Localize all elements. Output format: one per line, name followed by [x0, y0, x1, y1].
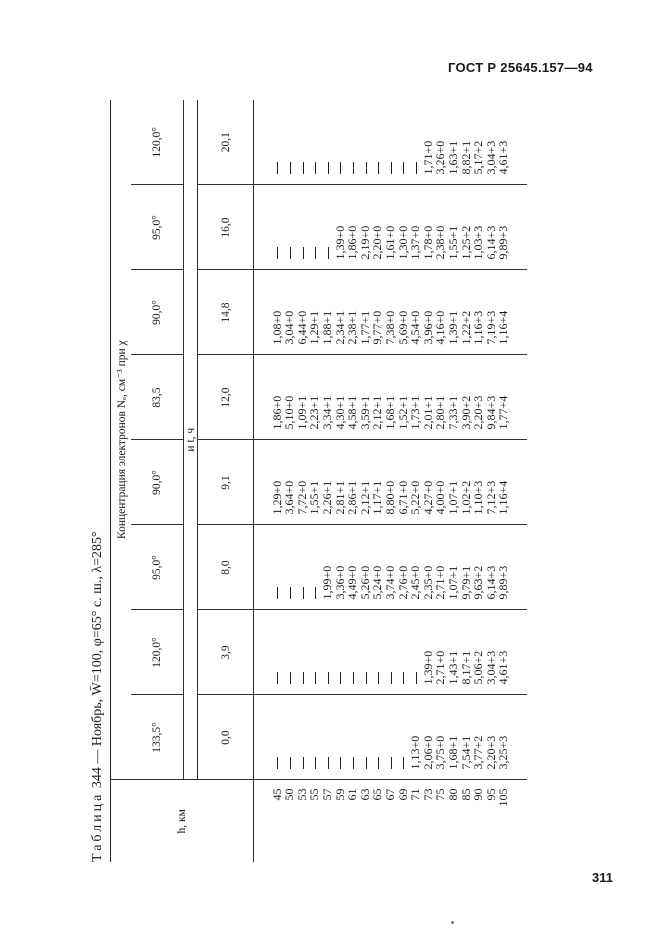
concentration-value: 2,80+1 [433, 395, 448, 430]
concentration-value: 4,49+0 [345, 565, 360, 600]
concentration-value: 1,16+4 [496, 480, 511, 515]
dash-mark [315, 163, 316, 175]
dash-mark [328, 163, 329, 175]
dash-mark [303, 248, 304, 260]
electron-concentration-table [110, 100, 527, 862]
chi-value: 120,0° [150, 126, 163, 158]
no-data-dash [409, 163, 422, 175]
concentration-value: 7,72+0 [294, 480, 309, 515]
no-data-dash [359, 758, 372, 770]
no-data-dash [283, 758, 296, 770]
height-value: 69 [395, 788, 410, 801]
chi-value: 120,0° [150, 637, 163, 668]
concentration-value: 4,16+0 [433, 310, 448, 345]
concentration-value: 4,61+3 [496, 140, 511, 175]
no-data-dash [371, 163, 384, 175]
concentration-value: 1,86+0 [345, 225, 360, 260]
concentration-value: 5,10+0 [282, 395, 297, 430]
concentration-value: 3,25+3 [496, 735, 511, 770]
concentration-value: 2,76+0 [395, 565, 410, 600]
dash-mark [403, 673, 404, 685]
concentration-value: 6,71+0 [395, 480, 410, 515]
dash-mark [277, 588, 278, 600]
concentration-value: 9,63+2 [471, 565, 486, 600]
chi-value: 95,0° [150, 555, 163, 580]
no-data-dash [334, 673, 347, 685]
no-data-dash [308, 758, 321, 770]
chi-header-cell [131, 355, 184, 440]
no-data-dash [296, 163, 309, 175]
concentration-value: 1,55+1 [445, 225, 460, 260]
concentration-value: 3,59+1 [357, 395, 372, 430]
height-value: 90 [471, 788, 486, 801]
dash-mark [340, 758, 341, 770]
h-header-cell [111, 780, 254, 862]
t-header-cell [198, 610, 254, 695]
t-value: 9,1 [219, 475, 232, 490]
concentration-value: 3,26+0 [433, 140, 448, 175]
t-value: 16,0 [219, 217, 232, 238]
concentration-value: 2,19+0 [357, 225, 372, 260]
t-value: 0,0 [219, 730, 232, 745]
concentration-value: 1,55+1 [307, 480, 322, 515]
group-header-label: Концентрация электронов Nₑ, см⁻³ при χ [115, 340, 128, 539]
concentration-value: 1,39+0 [420, 650, 435, 685]
no-data-dash [359, 163, 372, 175]
concentration-value: 3,75+0 [433, 735, 448, 770]
dash-mark [290, 673, 291, 685]
concentration-value: 1,77+1 [357, 310, 372, 345]
dash-mark [315, 248, 316, 260]
dash-mark [366, 163, 367, 175]
concentration-value: 8,17+1 [458, 650, 473, 685]
concentration-value: 1,07+1 [445, 480, 460, 515]
height-value: 50 [282, 788, 297, 801]
concentration-value: 2,12+1 [370, 395, 385, 430]
concentration-value: 3,34+1 [319, 395, 334, 430]
subheader-label: и t, ч [184, 427, 197, 452]
height-value: 57 [319, 788, 334, 801]
concentration-value: 2,71+0 [433, 565, 448, 600]
concentration-value: 6,14+3 [483, 565, 498, 600]
dash-mark [328, 248, 329, 260]
concentration-value: 2,06+0 [420, 735, 435, 770]
t-header-cell [198, 695, 254, 780]
concentration-value: 1,08+0 [269, 310, 284, 345]
concentration-value: 2,81+1 [332, 480, 347, 515]
scan-speck [451, 921, 454, 924]
concentration-value: 2,01+1 [420, 395, 435, 430]
concentration-value: 2,23+1 [307, 395, 322, 430]
concentration-value: 1,52+1 [395, 395, 410, 430]
concentration-value: 5,22+0 [408, 480, 423, 515]
t-value: 8,0 [219, 560, 232, 575]
rotated-table-block [86, 100, 526, 862]
height-value: 65 [370, 788, 385, 801]
dash-mark [290, 248, 291, 260]
concentration-value: 9,79+1 [458, 565, 473, 600]
value-column [254, 525, 527, 610]
dash-mark [366, 673, 367, 685]
height-value: 67 [382, 788, 397, 801]
no-data-dash [397, 163, 410, 175]
t-value: 3,9 [219, 645, 232, 660]
concentration-value: 9,89+3 [496, 565, 511, 600]
height-value: 73 [420, 788, 435, 801]
concentration-value: 7,12+3 [483, 480, 498, 515]
dash-mark [277, 758, 278, 770]
concentration-value: 2,86+1 [345, 480, 360, 515]
concentration-value: 1,29+0 [269, 480, 284, 515]
concentration-value: 3,96+0 [420, 310, 435, 345]
no-data-dash [308, 248, 321, 260]
dash-mark [303, 673, 304, 685]
chi-value: 133,5° [150, 722, 163, 753]
height-value: 71 [408, 788, 423, 801]
dash-mark [340, 163, 341, 175]
no-data-dash [321, 163, 334, 175]
value-column [254, 610, 527, 695]
concentration-value: 1,77+4 [496, 395, 511, 430]
concentration-value: 7,19+3 [483, 310, 498, 345]
concentration-value: 3,64+0 [282, 480, 297, 515]
concentration-value: 1,07+1 [445, 565, 460, 600]
concentration-value: 9,89+3 [496, 225, 511, 260]
concentration-value: 4,00+0 [433, 480, 448, 515]
concentration-value: 1,22+2 [458, 310, 473, 345]
chi-header-cell [131, 185, 184, 270]
concentration-value: 2,20+3 [483, 735, 498, 770]
no-data-dash [346, 673, 359, 685]
concentration-value: 3,36+0 [332, 565, 347, 600]
concentration-value: 4,54+0 [408, 310, 423, 345]
dash-mark [391, 673, 392, 685]
concentration-value: 2,45+0 [408, 565, 423, 600]
value-column [254, 355, 527, 440]
concentration-value: 4,58+1 [345, 395, 360, 430]
t-header-cell [198, 185, 254, 270]
no-data-dash [371, 673, 384, 685]
dash-mark [315, 673, 316, 685]
concentration-value: 1,25+2 [458, 225, 473, 260]
concentration-value: 5,17+2 [471, 140, 486, 175]
table-caption [86, 100, 110, 862]
concentration-value: 2,12+1 [357, 480, 372, 515]
t-header-cell [198, 440, 254, 525]
concentration-value: 7,33+1 [445, 395, 460, 430]
concentration-value: 1,71+0 [420, 140, 435, 175]
t-header-cell [198, 100, 254, 185]
dash-mark [391, 758, 392, 770]
concentration-value: 1,78+0 [420, 225, 435, 260]
value-column [254, 270, 527, 355]
chi-header-cell [131, 440, 184, 525]
no-data-dash [283, 248, 296, 260]
concentration-value: 1,43+1 [445, 650, 460, 685]
concentration-value: 3,90+2 [458, 395, 473, 430]
page-number: 311 [592, 870, 613, 885]
dash-mark [416, 163, 417, 175]
concentration-value: 2,26+1 [319, 480, 334, 515]
dash-mark [403, 163, 404, 175]
dash-mark [340, 673, 341, 685]
t-value: 12,0 [219, 387, 232, 408]
concentration-value: 4,30+1 [332, 395, 347, 430]
concentration-value: 3,04+3 [483, 140, 498, 175]
concentration-value: 1,29+1 [307, 310, 322, 345]
no-data-dash [397, 673, 410, 685]
chi-value: 83,5 [150, 387, 163, 408]
concentration-value: 5,26+0 [357, 565, 372, 600]
value-column [254, 185, 527, 270]
concentration-value: 2,34+1 [332, 310, 347, 345]
no-data-dash [308, 673, 321, 685]
subheader-cell [184, 100, 198, 780]
concentration-value: 8,80+0 [382, 480, 397, 515]
concentration-value: 3,74+0 [382, 565, 397, 600]
no-data-dash [283, 673, 296, 685]
concentration-value: 2,35+0 [420, 565, 435, 600]
chi-value: 90,0° [150, 470, 163, 495]
dash-mark [328, 673, 329, 685]
h-header-label: h, км [176, 809, 188, 834]
dash-mark [353, 673, 354, 685]
no-data-dash [296, 758, 309, 770]
value-column [254, 440, 527, 525]
concentration-value: 6,14+3 [483, 225, 498, 260]
t-value: 14,8 [219, 302, 232, 323]
concentration-value: 5,06+2 [471, 650, 486, 685]
t-header-row [198, 100, 254, 862]
concentration-value: 1,61+0 [382, 225, 397, 260]
no-data-dash [346, 758, 359, 770]
height-value: 45 [269, 788, 284, 801]
height-value: 55 [307, 788, 322, 801]
dash-mark [353, 163, 354, 175]
heights-column [254, 780, 527, 862]
concentration-value: 1,68+1 [445, 735, 460, 770]
chi-header-cell [131, 695, 184, 780]
concentration-value: 1,86+0 [269, 395, 284, 430]
concentration-value: 7,38+0 [382, 310, 397, 345]
value-column [254, 100, 527, 185]
concentration-value: 1,73+1 [408, 395, 423, 430]
caption-prefix: Таблица [90, 791, 105, 862]
height-value: 59 [332, 788, 347, 801]
no-data-dash [384, 673, 397, 685]
concentration-value: 5,69+0 [395, 310, 410, 345]
dash-mark [391, 163, 392, 175]
dash-mark [315, 588, 316, 600]
dash-mark [378, 758, 379, 770]
dash-mark [403, 758, 404, 770]
chi-header-cell [131, 525, 184, 610]
height-value: 80 [445, 788, 460, 801]
value-column [254, 695, 527, 780]
no-data-dash [271, 588, 284, 600]
concentration-value: 6,44+0 [294, 310, 309, 345]
concentration-value: 2,38+0 [433, 225, 448, 260]
height-value: 105 [496, 788, 511, 807]
document-standard-header: ГОСТ Р 25645.157—94 [448, 60, 593, 75]
concentration-value: 1,99+0 [319, 565, 334, 600]
concentration-value: 1,68+1 [382, 395, 397, 430]
concentration-value: 1,03+3 [471, 225, 486, 260]
chi-header-cell [131, 270, 184, 355]
concentration-value: 2,38+1 [345, 310, 360, 345]
no-data-dash [384, 758, 397, 770]
dash-mark [290, 588, 291, 600]
t-header-cell [198, 270, 254, 355]
dash-mark [328, 758, 329, 770]
no-data-dash [409, 673, 422, 685]
no-data-dash [308, 163, 321, 175]
height-value: 85 [458, 788, 473, 801]
concentration-value: 4,61+3 [496, 650, 511, 685]
dash-mark [290, 758, 291, 770]
t-header-cell [198, 355, 254, 440]
concentration-value: 8,82+1 [458, 140, 473, 175]
concentration-value: 2,20+0 [370, 225, 385, 260]
no-data-dash [321, 758, 334, 770]
dash-mark [303, 163, 304, 175]
concentration-value: 1,16+3 [471, 310, 486, 345]
chi-header-row [131, 100, 184, 862]
dash-mark [303, 588, 304, 600]
concentration-value: 1,17+1 [370, 480, 385, 515]
no-data-dash [283, 588, 296, 600]
dash-mark [315, 758, 316, 770]
concentration-value: 1,09+1 [294, 395, 309, 430]
dash-mark [366, 758, 367, 770]
no-data-dash [371, 758, 384, 770]
concentration-value: 5,24+0 [370, 565, 385, 600]
no-data-dash [296, 248, 309, 260]
chi-value: 90,0° [150, 300, 163, 325]
t-value: 20,1 [219, 132, 232, 153]
dash-mark [378, 673, 379, 685]
concentration-value: 3,77+2 [471, 735, 486, 770]
concentration-value: 3,04+3 [483, 650, 498, 685]
dash-mark [416, 673, 417, 685]
concentration-value: 1,88+1 [319, 310, 334, 345]
no-data-dash [271, 673, 284, 685]
no-data-dash [359, 673, 372, 685]
no-data-dash [346, 163, 359, 175]
concentration-value: 1,02+2 [458, 480, 473, 515]
dash-mark [378, 163, 379, 175]
t-header-cell [198, 525, 254, 610]
dash-mark [277, 248, 278, 260]
chi-value: 95,0° [150, 215, 163, 240]
no-data-dash [296, 588, 309, 600]
no-data-dash [296, 673, 309, 685]
dash-mark [277, 673, 278, 685]
concentration-value: 1,16+4 [496, 310, 511, 345]
dash-mark [353, 758, 354, 770]
concentration-value: 3,04+0 [282, 310, 297, 345]
height-value: 75 [433, 788, 448, 801]
concentration-value: 9,77+0 [370, 310, 385, 345]
height-value: 95 [483, 788, 498, 801]
caption-text: 344 — Ноябрь, W̄=100, φ=65° с. ш., λ=285° [90, 531, 105, 792]
dash-mark [290, 163, 291, 175]
no-data-dash [283, 163, 296, 175]
concentration-value: 2,71+0 [433, 650, 448, 685]
dash-mark [303, 758, 304, 770]
no-data-dash [321, 248, 334, 260]
height-value: 53 [294, 788, 309, 801]
concentration-value: 1,10+3 [471, 480, 486, 515]
data-row [254, 100, 527, 862]
dash-mark [277, 163, 278, 175]
no-data-dash [334, 758, 347, 770]
no-data-dash [271, 163, 284, 175]
concentration-value: 2,20+3 [471, 395, 486, 430]
concentration-value: 1,30+0 [395, 225, 410, 260]
chi-header-cell [131, 100, 184, 185]
no-data-dash [271, 758, 284, 770]
concentration-value: 1,37+0 [408, 225, 423, 260]
concentration-value: 9,84+3 [483, 395, 498, 430]
no-data-dash [321, 673, 334, 685]
concentration-value: 1,63+1 [445, 140, 460, 175]
no-data-dash [271, 248, 284, 260]
chi-header-cell [131, 610, 184, 695]
no-data-dash [384, 163, 397, 175]
height-value: 63 [357, 788, 372, 801]
height-value: 61 [345, 788, 360, 801]
group-header-cell [111, 100, 131, 780]
concentration-value: 1,13+0 [408, 735, 423, 770]
concentration-value: 4,27+0 [420, 480, 435, 515]
concentration-value: 1,39+1 [445, 310, 460, 345]
no-data-dash [334, 163, 347, 175]
concentration-value: 7,54+1 [458, 735, 473, 770]
concentration-value: 1,39+0 [332, 225, 347, 260]
